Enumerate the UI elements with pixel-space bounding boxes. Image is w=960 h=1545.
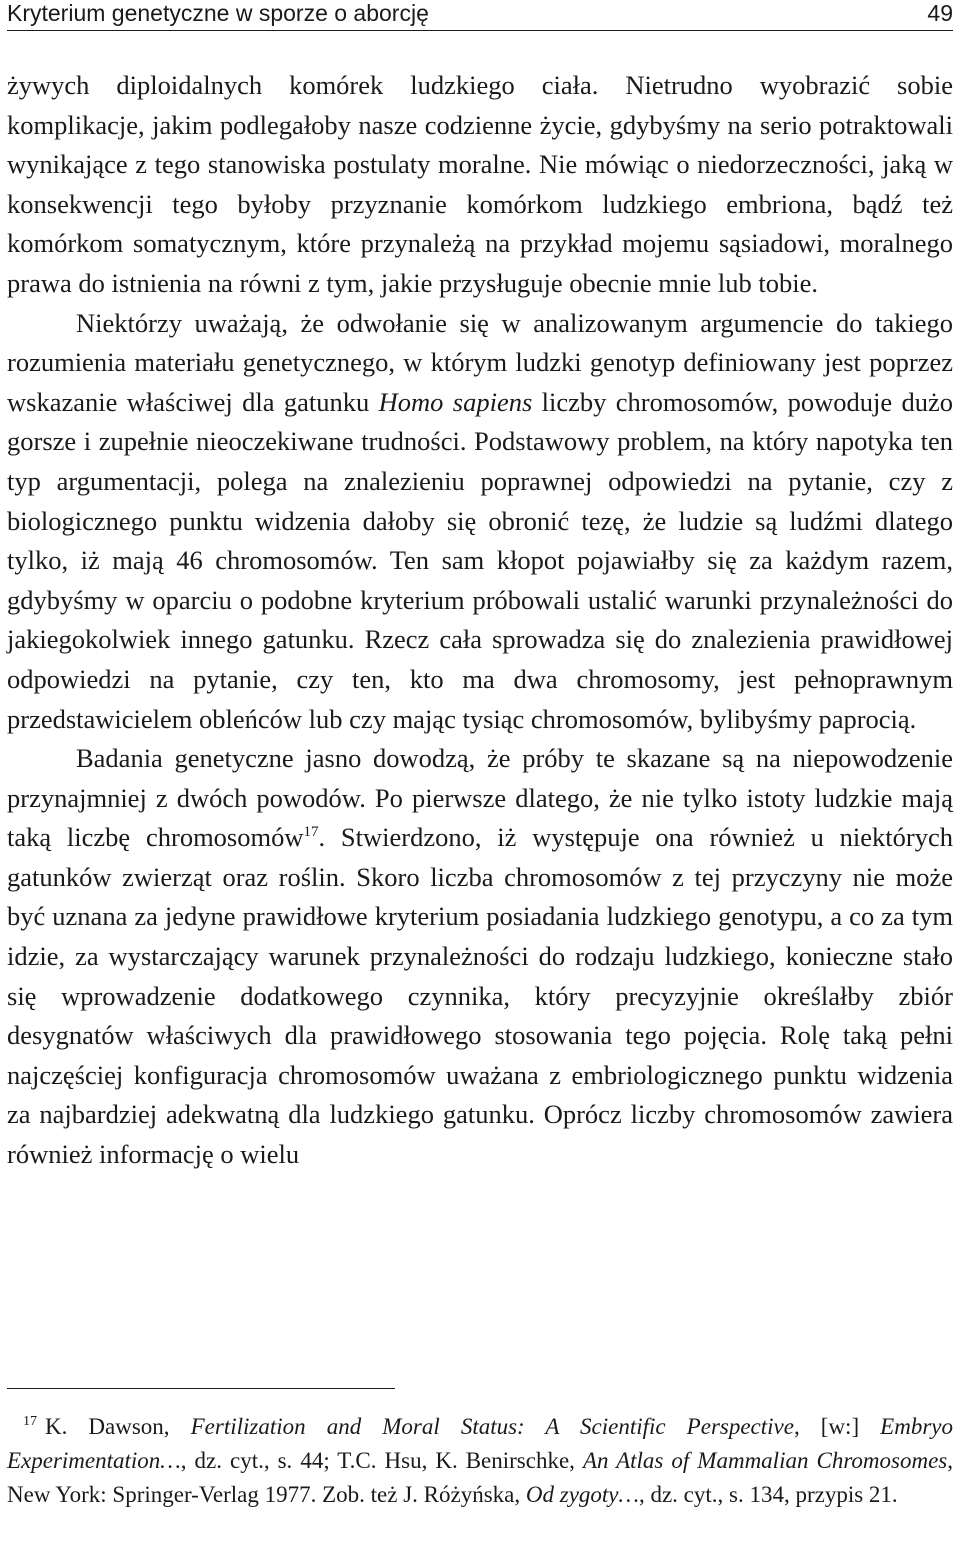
- footnote-number: 17: [23, 1414, 37, 1429]
- running-title: Kryterium genetyczne w sporze o aborcję: [7, 0, 429, 26]
- page-number: 49: [927, 0, 953, 26]
- species-name: Homo sapiens: [378, 386, 533, 417]
- footnote-separator: [7, 1388, 395, 1389]
- paragraph-3-text-b: . Stwierdzono, iż występuje ona również u niektórych gatunków zwierząt oraz roślin. Skoro liczba chromosomów z tej przyczyny nie może być uznana za jedyne prawidłowe kryterium posiadania ludzkiego genotypu, a co za tym idzie, za wystarczający warunek przynależności do rodzaju ludzkiego, konieczne stało się wprowadzenie dodatkowego czynnika, który precyzyjnie określałby zbiór desygnatów właściwych dla prawidłowego stosowania tego pojęcia. Rolę taką pełni najczęściej konfiguracja chromosomów uważana z embriologicznego punktu widzenia za najbardziej adekwatną dla ludzkiego gatunku. Oprócz liczby chromosomów zawiera również informację o wielu: [7, 822, 953, 1170]
- footnote-text-4: , New York: Springer-Verlag 1977. Zob. też J. Różyńska,: [7, 1448, 953, 1507]
- main-text: [7, 66, 953, 1175]
- footnote-text-3: , dz. cyt., s. 44; T.C. Hsu, K. Benirschke,: [180, 1448, 583, 1473]
- paragraph-1: żywych diploidalnych komórek ludzkiego ciała. Nietrudno wyobrazić sobie komplikacje, jakim podlegałoby nasze codzienne życie, gdybyśmy na serio potraktowali wynikające z tego stanowiska postulaty moralne. Nie mówiąc o niedorzeczności, jaką w konsekwencji tego byłoby przyznanie komórkom ludzkiego embriona, bądź też komórkom somatycznym, które przynależą na przykład mojemu sąsiadowi, moralnego prawa do istnienia na równi z tym, jakie przysługuje obecnie mnie lub tobie.: [7, 70, 953, 298]
- paragraph-3-text-a: Badania genetyczne jasno dowodzą, że próby te skazane są na niepowodzenie przynajmniej z dwóch powodów. Po pierwsze dlatego, że nie tylko istoty ludzkie mają taką liczbę chromosomów: [7, 743, 953, 853]
- footnote-text-1: K. Dawson,: [45, 1414, 191, 1439]
- paragraph-2-text-b: liczby chromosomów, powoduje dużo gorsze i zupełnie nieoczekiwane trudności. Podstawowy problem, na który napotyka ten typ argumentacji, polega na znalezieniu poprawnej odpowiedzi na pytanie, czy z biologicznego punktu widzenia dałoby się obronić tezę, że ludzie są ludźmi dlatego tylko, iż mają 46 chromosomów. Ten sam kłopot pojawiałby się za każdym razem, gdybyśmy w oparciu o podobne kryterium próbowali ustalić warunki przynależności do jakiegokolwiek innego gatunku. Rzecz cała sprowadza się do znalezienia prawidłowej odpowiedzi na pytanie, czy ten, kto ma dwa chromosomy, jest pełnoprawnym przedstawicielem obleńców lub czy mając tysiąc chromosomów, bylibyśmy paprocią.: [7, 386, 953, 734]
- footnote-title-1: Fertilization and Moral Status: A Scientific Perspective: [190, 1414, 794, 1439]
- footnote-title-3: An Atlas of Mammalian Chromosomes: [582, 1448, 948, 1473]
- footnote-title-4: Od zygoty…: [525, 1482, 639, 1507]
- footnote-text-2: , [w:]: [793, 1414, 881, 1439]
- paragraph-2-text-a: Niektórzy uważają, że odwołanie się w analizowanym argumencie do takiego rozumienia materiału genetycznego, w którym ludzki genotyp definiowany jest poprzez wskazanie właściwej dla gatunku: [7, 307, 953, 417]
- footnote-text-5: , dz. cyt., s. 134, przypis 21.: [638, 1482, 898, 1507]
- running-header: [7, 0, 953, 31]
- footnote-reference[interactable]: 17: [303, 824, 319, 841]
- footnote: [7, 1410, 953, 1512]
- paragraph-3: [7, 739, 953, 1175]
- footnote-title-2: Embryo Experimentation…: [7, 1414, 953, 1473]
- paragraph-2: [7, 304, 953, 740]
